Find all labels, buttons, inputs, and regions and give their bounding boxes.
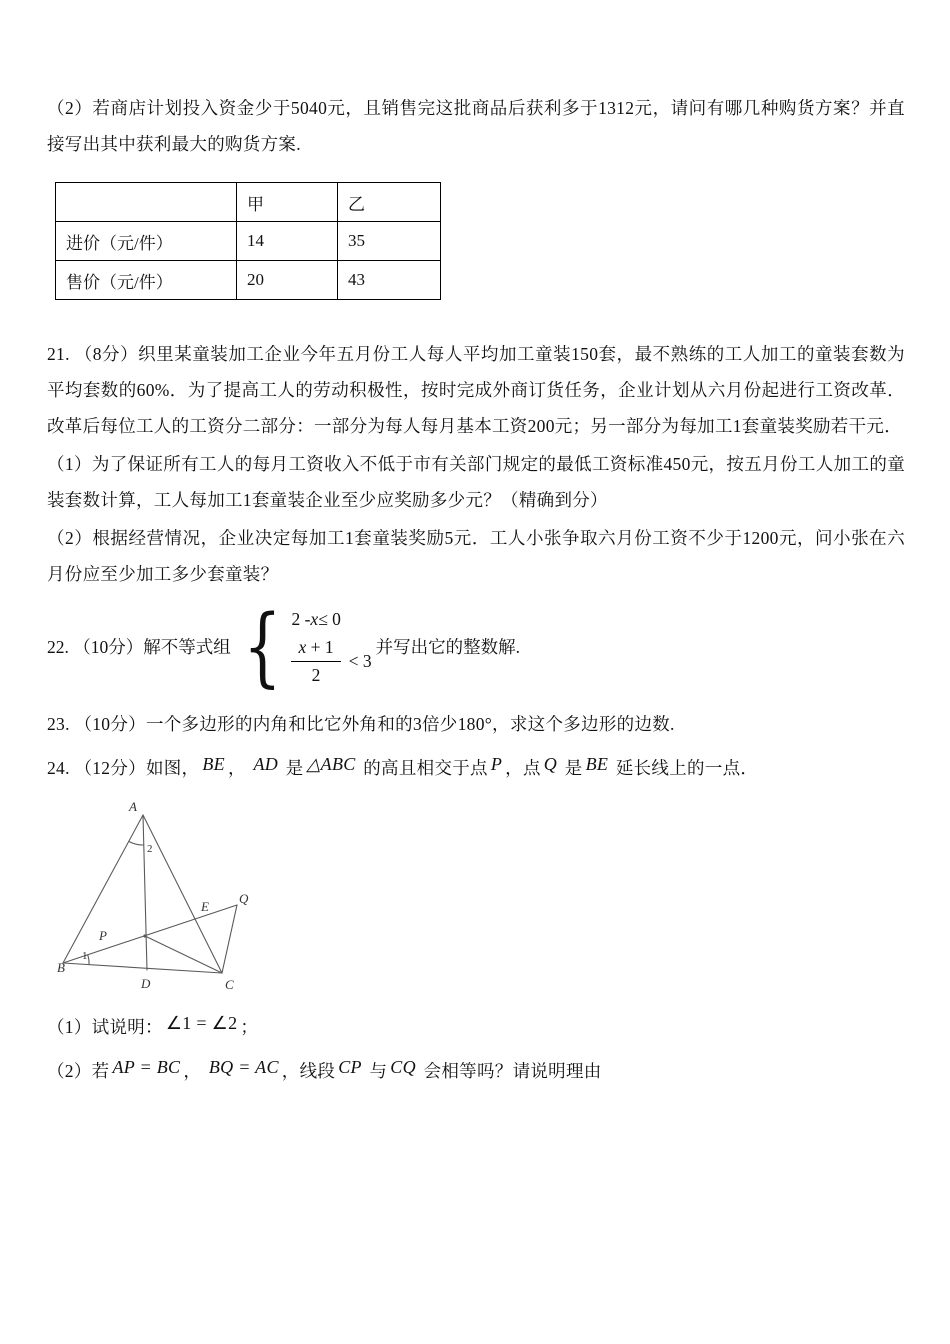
purchase-price-jia: 14 bbox=[237, 222, 338, 261]
q21-intro-text: 21. （8分）织里某童装加工企业今年五月份工人每人平均加工童装150套，最不熟练的工人加工的童装套数为平均套数的60%．为了提高工人的劳动积极性，按时完成外商订货任务，企业计划从六月份起进行工资改革．改革后每位工人的工资分二部分：一部分为每人每月基本工资200元；另一部分为每加工1套童装奖励若干元． bbox=[47, 344, 905, 436]
table-row bbox=[56, 261, 441, 300]
q24-text-run: ，点 bbox=[505, 758, 541, 779]
question-23-text: 23. （10分）一个多边形的内角和比它外角和的3倍少180°，求这个多边形的边数. bbox=[47, 714, 675, 735]
fraction-denominator: 2 bbox=[311, 664, 321, 685]
q21-part1-text: （1）为了保证所有工人的每月工资收入不低于市有关部门规定的最低工资标准450元，按五月份工人加工的童装套数计算，工人每加工1套童装企业至少应奖励多少元？（精确到分） bbox=[47, 454, 905, 510]
q24-math-CQ: CQ bbox=[390, 1057, 416, 1078]
inequality-2 bbox=[291, 636, 371, 687]
inequality-system bbox=[235, 596, 372, 697]
q24-sub2-text-run: ，线段 bbox=[281, 1061, 336, 1082]
q24-math-AP-BC: AP = BC bbox=[112, 1057, 181, 1078]
frac-plus-one: + 1 bbox=[306, 636, 334, 657]
inequality-1 bbox=[291, 608, 371, 631]
q24-sub2-text-run: 会相等吗？请说明理由 bbox=[418, 1061, 602, 1082]
point-P-dot bbox=[143, 935, 146, 938]
price-table-header-row bbox=[56, 183, 441, 222]
triangle-figure-svg bbox=[55, 798, 267, 995]
side-AC bbox=[143, 815, 222, 973]
q24-sub1 bbox=[47, 1009, 905, 1045]
selling-price-jia: 20 bbox=[237, 261, 338, 300]
fraction-numerator bbox=[291, 636, 340, 662]
label-P: P bbox=[99, 928, 107, 944]
q20-part2-text: （2）若商店计划投入资金少于5040元，且销售完这批商品后获利多于1312元，请问有哪几种购货方案？并直接写出其中获利最大的购货方案. bbox=[47, 98, 905, 154]
ineq2-relation: < 3 bbox=[348, 650, 372, 671]
side-BC bbox=[63, 963, 222, 973]
q24-math-BE: BE bbox=[202, 754, 225, 775]
q24-sub1-lead: （1）试说明： bbox=[47, 1017, 163, 1038]
q22-suffix-text: 并写出它的整数解. bbox=[375, 636, 520, 657]
table-row bbox=[56, 222, 441, 261]
question-24-stem bbox=[47, 750, 905, 786]
q24-sub1-angles: ∠1 = ∠2 bbox=[165, 1013, 238, 1034]
price-table-header-jia: 甲 bbox=[237, 183, 338, 222]
q24-math-BQ-AC: BQ = AC bbox=[208, 1057, 279, 1078]
label-A: A bbox=[129, 799, 137, 815]
q24-sub2-text-run: （2）若 bbox=[47, 1061, 110, 1082]
price-table-header-empty bbox=[56, 183, 237, 222]
segment-CQ bbox=[222, 905, 237, 973]
fraction bbox=[291, 636, 340, 687]
purchase-price-label: 进价（元/件） bbox=[56, 222, 237, 261]
q21-part2-text: （2）根据经营情况，企业决定每加工1套童装奖励5元．工人小张争取六月份工资不少于1200元，问小张在六月份应至少加工多少套童装？ bbox=[47, 528, 905, 584]
q24-math-CP: CP bbox=[338, 1057, 362, 1078]
q24-sub2-text-run: 与 bbox=[364, 1061, 388, 1082]
q24-text-run: 是 bbox=[281, 758, 304, 779]
q24-text-run: ， bbox=[227, 758, 251, 779]
selling-price-label: 售价（元/件） bbox=[56, 261, 237, 300]
q24-math-P: P bbox=[490, 754, 503, 775]
q24-sub2-text-run: ， bbox=[183, 1061, 206, 1082]
selling-price-yi: 43 bbox=[338, 261, 441, 300]
system-brace: { bbox=[242, 596, 282, 697]
q24-sub1-tail: ； bbox=[240, 1017, 259, 1038]
q24-geometry-figure bbox=[55, 798, 905, 995]
label-B: B bbox=[57, 960, 65, 976]
label-D: D bbox=[141, 976, 151, 992]
question-22 bbox=[47, 596, 905, 697]
q24-text-run: 24. （12分）如图， bbox=[47, 758, 200, 779]
q24-math-BE2: BE bbox=[585, 754, 609, 775]
system-rows bbox=[291, 608, 371, 686]
purchase-price-yi: 35 bbox=[338, 222, 441, 261]
q24-math-Q: Q bbox=[543, 754, 558, 775]
angle-1-arc bbox=[88, 955, 89, 965]
frac-variable: x bbox=[298, 636, 307, 657]
altitude-AD bbox=[143, 815, 147, 970]
label-C: C bbox=[225, 977, 234, 993]
ineq1-variable: x bbox=[310, 609, 319, 629]
segment-CP bbox=[145, 936, 222, 973]
ineq1-lead: 2 - bbox=[291, 609, 311, 629]
q24-math-triangle-ABC: △ABC bbox=[306, 754, 356, 775]
label-Q: Q bbox=[239, 891, 249, 907]
label-angle-2: 2 bbox=[147, 843, 153, 856]
label-E: E bbox=[201, 899, 209, 915]
ineq1-tail: ≤ 0 bbox=[318, 609, 341, 629]
price-table bbox=[55, 182, 441, 300]
angle-2-arc bbox=[129, 842, 144, 846]
q24-math-AD: AD bbox=[253, 754, 279, 775]
q22-prefix-text: 22. （10分）解不等式组 bbox=[47, 636, 231, 657]
label-angle-1: 1 bbox=[82, 950, 88, 963]
q24-text-run: 是 bbox=[560, 758, 583, 779]
q24-text-run: 的高且相交于点 bbox=[358, 758, 488, 779]
price-table-header-yi: 乙 bbox=[338, 183, 441, 222]
q24-text-run: 延长线上的一点． bbox=[611, 758, 759, 779]
q24-sub2 bbox=[47, 1053, 905, 1089]
